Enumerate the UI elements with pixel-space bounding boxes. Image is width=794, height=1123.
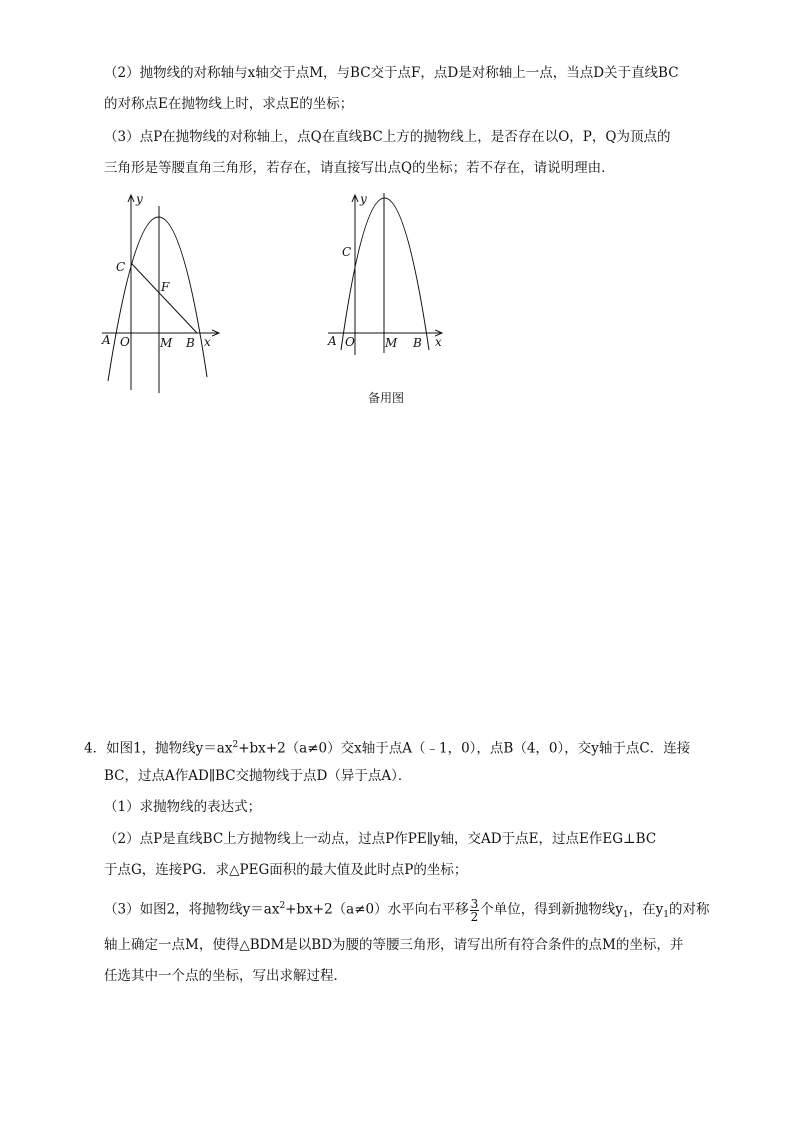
label-c: C bbox=[116, 260, 126, 274]
p4-line6 bbox=[104, 892, 710, 929]
p3-part2-line2: 的对称点E在抛物线上时，求点E的坐标； bbox=[104, 96, 354, 112]
parabola bbox=[108, 217, 207, 381]
fraction-3-2 bbox=[470, 898, 480, 923]
label-x: x bbox=[435, 335, 442, 349]
p4-line6-d: ，在y bbox=[628, 901, 664, 918]
label-o: O bbox=[345, 335, 355, 349]
fraction-den: 2 bbox=[470, 909, 479, 924]
p4-line6-b: +bx+2（a≠0）水平向右平移 bbox=[285, 901, 469, 918]
p4-line6-c: 个单位，得到新抛物线y bbox=[480, 901, 623, 918]
p4-line3: （1）求抛物线的表达式； bbox=[104, 799, 262, 815]
figure-1 bbox=[98, 190, 228, 396]
p3-part3-line2: 三角形是等腰直角三角形，若存在，请直接写出点Q的坐标；若不存在，请说明理由． bbox=[104, 160, 615, 176]
label-y: y bbox=[136, 192, 143, 206]
fraction-num: 3 bbox=[470, 896, 479, 911]
p4-line1 bbox=[84, 735, 690, 759]
figure-2-caption: 备用图 bbox=[368, 391, 405, 405]
p4-line8: 任选其中一个点的坐标，写出求解过程． bbox=[104, 968, 347, 984]
p3-part3-line1: （3）点P在抛物线的对称轴上，点Q在直线BC上方的抛物线上，是否存在以O，P，Q为顶点的 bbox=[104, 129, 671, 145]
p4-line6-sub2: 1 bbox=[663, 910, 670, 921]
label-c: C bbox=[342, 245, 352, 259]
label-a: A bbox=[328, 334, 337, 348]
label-m: M bbox=[160, 336, 173, 350]
p4-line6-sup: 2 bbox=[279, 901, 286, 911]
p4-line2: BC，过点A作AD∥BC交抛物线于点D（异于点A）． bbox=[104, 768, 412, 784]
p4-line1-a: 4．如图1，抛物线y＝ax bbox=[84, 740, 233, 757]
p4-line7: 轴上确定一点M，使得△BDM是以BD为腰的等腰三角形，请写出所有符合条件的点M的坐标，并 bbox=[104, 937, 684, 953]
label-a: A bbox=[102, 333, 111, 347]
label-f: F bbox=[161, 280, 170, 294]
parabola bbox=[341, 198, 429, 350]
p4-line5: 于点G，连接PG．求△PEG面积的最大值及此时点P的坐标； bbox=[104, 862, 468, 878]
label-y: y bbox=[360, 192, 367, 206]
p4-line6-e: 的对称 bbox=[669, 901, 710, 918]
p4-line6-sub1: 1 bbox=[622, 910, 629, 921]
p4-line1-b: +bx+2（a≠0）交x轴于点A（﹣1，0），点B（4，0），交y轴于点C．连接 bbox=[238, 740, 691, 757]
label-x: x bbox=[204, 335, 211, 349]
p4-line6-a: （3）如图2，将抛物线y＝ax bbox=[104, 901, 280, 918]
p3-part2-line1: （2）抛物线的对称轴与x轴交于点M，与BC交于点F，点D是对称轴上一点，当点D关于直线BC bbox=[104, 65, 679, 81]
p4-line4: （2）点P是直线BC上方抛物线上一动点，过点P作PE∥y轴，交AD于点E，过点E作EG⊥BC bbox=[104, 831, 657, 847]
label-b: B bbox=[413, 336, 422, 350]
label-m: M bbox=[385, 336, 398, 350]
p4-line1-sup: 2 bbox=[232, 740, 239, 750]
label-o: O bbox=[120, 335, 130, 349]
label-b: B bbox=[186, 336, 195, 350]
figure-2 bbox=[323, 190, 453, 360]
